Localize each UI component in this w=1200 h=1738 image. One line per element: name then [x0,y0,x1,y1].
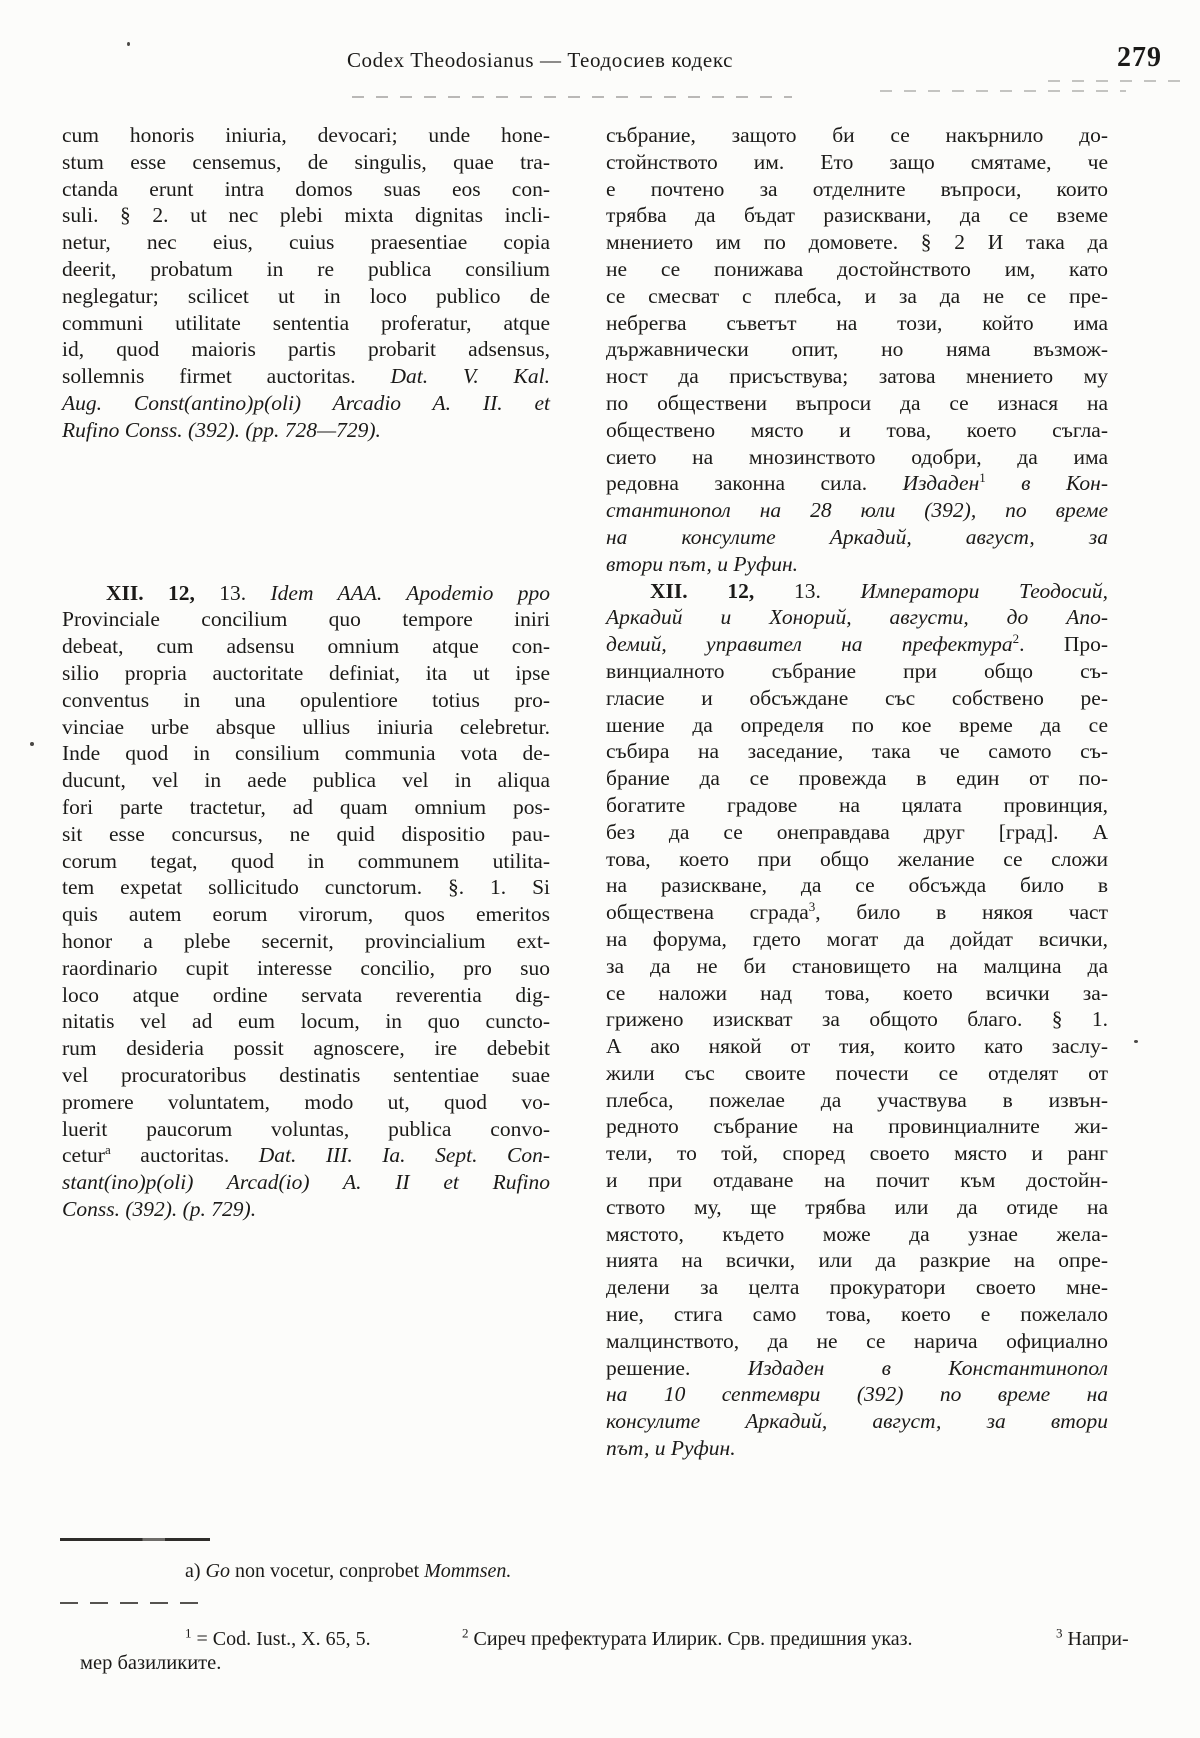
scan-artifact-dot [30,742,34,746]
text-line [62,1062,550,1089]
text-line [62,229,550,256]
text-segment: на разискване, да се обсъжда било в [606,873,1108,898]
text-line [62,794,550,821]
text-segment: sit esse concursus, ne quid dispositio pau- [62,821,550,846]
text-line [606,953,1108,980]
text-segment: без да се онеправдава друг [град]. А [606,819,1108,844]
text-segment: сието на мнозинството одобри, да има [606,444,1108,469]
text-line [62,1142,550,1169]
text-segment: Idem AAA. Apodemio ppo [270,580,551,605]
text-line [606,1221,1108,1248]
text-segment: sollemnis firmet auctoritas. [62,364,391,389]
text-segment: debeat, cum adsensu omnium atque con- [62,634,550,659]
text-segment: cetur [62,1143,105,1168]
text-line [606,444,1108,471]
text-segment: обществено място и това, което съгла- [606,417,1108,442]
text-segment: Rufino Conss. (392). (pp. 728—729). [62,417,381,442]
text-line [606,1328,1108,1355]
text-segment: stant(ino)p(oli) Arcad(io) A. II et Rufino [62,1170,550,1195]
text-segment: мнението им по домовете. § 2 И така да [606,230,1108,255]
text-segment: conventus in una opulentiore totius pro- [62,687,550,712]
text-line [606,1194,1108,1221]
text-segment: плебса, пожелае да участвува в извън- [606,1087,1108,1112]
bulgarian-column [606,122,1108,1462]
text-segment: Provinciale concilium quo tempore iniri [62,607,550,632]
text-line [62,1008,550,1035]
text-segment: loco atque ordine servata reverentia dig- [62,982,550,1007]
text-line [62,955,550,982]
text-segment: Сиреч префектурата Илирик. Срв. предишния указ. [468,1628,913,1650]
footnote-marker: 2 [1012,630,1020,646]
text-line [606,310,1108,337]
text-segment: ност да присъствува; затова мнението му [606,364,1108,389]
text-segment: брание да се провежда в един от по- [606,766,1108,791]
text-line [606,176,1108,203]
text-line [62,390,550,417]
text-segment: Напри- [1062,1628,1129,1650]
text-segment: събрание, защото би се накърнило до- [606,123,1108,147]
footnote-2 [462,1625,913,1651]
text-line [62,1169,550,1196]
text-segment: Inde quod in consilium communia vota de- [62,741,550,766]
text-segment: обществена сграда [606,900,809,925]
text-segment: на форума, гдето могат да дойдат всички, [606,926,1108,951]
text-line [62,176,550,203]
text-line [62,336,550,363]
text-line [62,1089,550,1116]
text-segment: suli. § 2. ut nec plebi mixta dignitas incli- [62,203,550,228]
text-segment: luerit paucorum voluntas, publica convo- [62,1116,550,1141]
text-segment: Издаден [902,471,980,496]
text-segment: на консулите Аркадий, август, за [606,524,1108,549]
text-segment: silio propria auctoritate definiat, ita ut ipse [62,660,550,685]
text-segment: редовна законна сила. [606,471,903,496]
text-line [606,202,1108,229]
text-line [62,714,550,741]
text-line [62,982,550,1009]
text-line [606,1087,1108,1114]
text-line [606,149,1108,176]
text-segment: rum desideria possit agnoscere, ire debebit [62,1036,550,1061]
footnote-a [185,1560,511,1583]
text-line [606,551,1108,578]
text-segment: Императори Теодосий, [860,578,1109,603]
text-segment: netur, nec eius, cuius praesentiae copia [62,230,550,255]
text-line [606,980,1108,1007]
text-segment: ducunt, vel in aede publica vel in aliqua [62,768,550,793]
text-segment: , било в някоя част [815,900,1108,925]
text-segment: id, quod maioris partis probarit adsensus, [62,337,550,362]
text-line [62,606,550,633]
text-line [62,687,550,714]
text-line [606,229,1108,256]
text-segment: нията на всички, или да разкрие на опре- [606,1248,1108,1273]
paragraph [606,122,1108,578]
text-segment: nitatis vel ad eum locum, in quo cuncto- [62,1009,550,1034]
text-line [606,256,1108,283]
latin-column [62,122,550,1223]
text-segment: делени за целта прокуратори своето мне- [606,1275,1108,1300]
text-segment: за да не би становището на малцина да [606,953,1108,978]
text-segment: винциалното събрание при общо съ- [606,658,1108,683]
text-segment: Conss. (392). (p. 729). [62,1196,257,1221]
text-line [606,631,1108,658]
text-line [606,1274,1108,1301]
text-segment: по обществени въпроси да се изнася на [606,390,1108,415]
text-line [62,874,550,901]
text-segment: гласие и обсъждане със собствено ре- [606,685,1108,710]
text-line [62,767,550,794]
footnote-continuation: мер базиликите. [80,1652,222,1674]
text-segment: в Кон- [985,471,1108,496]
text-segment: редното събрание на провинциалните жи- [606,1114,1108,1139]
text-segment: това, което при общо желание се сложи [606,846,1108,871]
text-segment: a) [185,1560,206,1582]
text-line [606,470,1108,497]
text-line [62,1116,550,1143]
text-line [606,926,1108,953]
text-segment: raordinario cupit interesse concilio, pro suo [62,955,550,980]
text-line [606,122,1108,149]
text-segment: cum honoris iniuria, devocari; unde hone- [62,123,550,147]
text-segment: ctanda erunt intra domos suas eos con- [62,176,550,201]
text-line [606,872,1108,899]
text-columns [62,122,1108,1462]
text-line [606,899,1108,926]
text-segment: 13. [793,578,861,603]
footnote-marker: 2 [462,1625,469,1641]
text-line [606,1033,1108,1060]
text-segment: corum tegat, quod in communem utilita- [62,848,550,873]
text-segment: Mommsen. [424,1560,512,1582]
text-line [606,765,1108,792]
running-header [0,42,1200,84]
text-segment: консулите Аркадий, август, за втори [606,1409,1108,1434]
footnote-3 [1056,1625,1129,1651]
text-segment: Аркадий и Хонорий, августи, до Апо- [606,605,1108,630]
text-segment: и при отдаване на почит към достойн- [606,1168,1108,1193]
text-segment: малцинството, да не се нарича официално [606,1328,1108,1353]
text-line [62,901,550,928]
text-segment: стойнството им. Ето защо смятаме, че [606,149,1108,174]
page-title: Codex Theodosianus — Теодосиев кодекс [346,48,734,72]
text-segment: втори път, и Руфин. [606,551,799,576]
footnote-marker: a [104,1142,111,1158]
text-segment: богатите градове на цялата провинция, [606,792,1108,817]
text-line [606,1435,1108,1462]
text-segment: communi utilitate sententia proferatur, atque [62,310,550,335]
text-line [606,497,1108,524]
text-line [62,633,550,660]
text-line [62,149,550,176]
text-segment: тели, то той, според своето място и ранг [606,1141,1108,1166]
text-line [606,1167,1108,1194]
text-line [606,417,1108,444]
text-segment: XII. 12, [106,580,220,605]
scan-artifact-dashes [880,90,1126,92]
text-segment: deerit, probatum in re publica consilium [62,256,550,281]
text-segment: fori parte tractetur, ad quam omnium pos- [62,794,550,819]
page-number: 279 [1117,42,1162,73]
text-line [606,792,1108,819]
scan-artifact-dashes [1048,80,1188,82]
text-segment: А ако някой от тия, които като заслу- [606,1034,1108,1059]
text-segment: Dat. V. Kal. [390,364,550,389]
text-line [62,310,550,337]
text-segment: трябва да бъдат разисквани, да се вземе [606,203,1108,228]
text-segment: Go [205,1560,230,1582]
text-line [606,712,1108,739]
text-line [606,1006,1108,1033]
text-segment: 13. [219,580,271,605]
text-line [62,1035,550,1062]
text-line [62,848,550,875]
text-segment: събира на заседание, така че самото съ- [606,739,1108,764]
text-line [62,202,550,229]
text-line [62,1196,550,1223]
text-segment: мястото, където може да узнае жела- [606,1221,1108,1246]
text-segment: жили със своите почести се отделят от [606,1060,1108,1085]
text-line [606,363,1108,390]
footnote-separator-rule [60,1538,210,1541]
footnote-separator-rule [60,1602,210,1604]
text-segment: се наложи над това, което всички за- [606,980,1108,1005]
text-line [606,658,1108,685]
text-line [62,580,550,607]
footnote-marker: 1 [979,470,986,486]
text-line [606,524,1108,551]
text-segment: promere voluntatem, modo ut, quod vo- [62,1089,550,1114]
text-line [606,1355,1108,1382]
paragraph [62,122,550,444]
text-line [62,283,550,310]
text-segment: tem expetat sollicitudo cunctorum. §. 1. Si [62,875,550,900]
text-line [606,336,1108,363]
text-segment: демий, управител на префектура [606,632,1013,657]
text-line [606,604,1108,631]
text-segment: ството му, ще трябва или да отиде на [606,1194,1108,1219]
text-segment: neglegatur; scilicet ut in loco publico de [62,283,550,308]
text-segment: е почтено за отделните въпроси, които [606,176,1108,201]
paragraph [606,578,1108,1462]
text-line [606,738,1108,765]
text-segment: Aug. Const(antino)p(oli) Arcadio A. II. et [62,390,550,415]
text-line [606,390,1108,417]
text-line [606,819,1108,846]
text-segment: път, и Руфин. [606,1436,736,1461]
text-line [62,122,550,149]
text-line [606,578,1108,605]
text-segment: quis autem eorum virorum, quos emeritos [62,902,550,927]
text-segment: се смесват с плебса, и за да не се пре- [606,283,1108,308]
footnote-1 [185,1625,371,1651]
text-segment: ние, стига само това, което е пожелало [606,1302,1108,1327]
footnote-marker: 3 [808,898,816,914]
text-line [62,256,550,283]
scan-artifact-dot [1134,1040,1138,1043]
text-segment: решение. [606,1355,748,1380]
text-segment: шение да определя по кое време да се [606,712,1108,737]
text-line [606,1140,1108,1167]
footnote-marker: 1 [185,1625,192,1641]
footnote-marker: 3 [1056,1625,1063,1641]
text-segment: = Cod. Iust., X. 65, 5. [191,1628,371,1650]
text-segment: на 10 септември (392) по време на [606,1382,1108,1407]
text-line [62,928,550,955]
text-line [62,821,550,848]
text-line [606,1060,1108,1087]
text-line [606,1113,1108,1140]
text-segment: . Про- [1019,632,1109,657]
text-line [606,1301,1108,1328]
text-segment: stum esse censemus, de singulis, quae tra- [62,149,550,174]
text-segment: държавнически опит, но няма възмож- [606,337,1108,362]
text-segment: auctoritas. [110,1143,259,1168]
scan-artifact-dashes [352,96,792,98]
text-segment: non vocetur, conprobet [230,1560,425,1582]
text-line [606,685,1108,712]
text-segment: vel procuratoribus destinatis sententiae suae [62,1062,550,1087]
text-segment: стантинопол на 28 юли (392), по време [606,498,1108,523]
text-segment: honor a plebe secernit, provincialium ext- [62,928,550,953]
text-line [606,1247,1108,1274]
text-line [606,1381,1108,1408]
text-segment: грижено изискват за общото благо. § 1. [606,1007,1108,1032]
text-line [62,417,550,444]
text-line [606,283,1108,310]
text-segment: XII. 12, [650,578,794,603]
text-line [606,846,1108,873]
text-line [62,660,550,687]
text-line [606,1408,1108,1435]
text-line [62,363,550,390]
text-segment: vinciae urbe absque ullius iniuria celebretur. [62,714,550,739]
text-line [62,740,550,767]
scan-artifact-dot [127,42,130,46]
paragraph [62,580,550,1223]
text-segment: не се понижава достойнството им, като [606,256,1108,281]
text-segment: Dat. III. Ia. Sept. Con- [258,1143,550,1168]
text-segment: небрегва съветът на този, който има [606,310,1108,335]
text-segment: Издаден в Константинопол [747,1355,1108,1380]
